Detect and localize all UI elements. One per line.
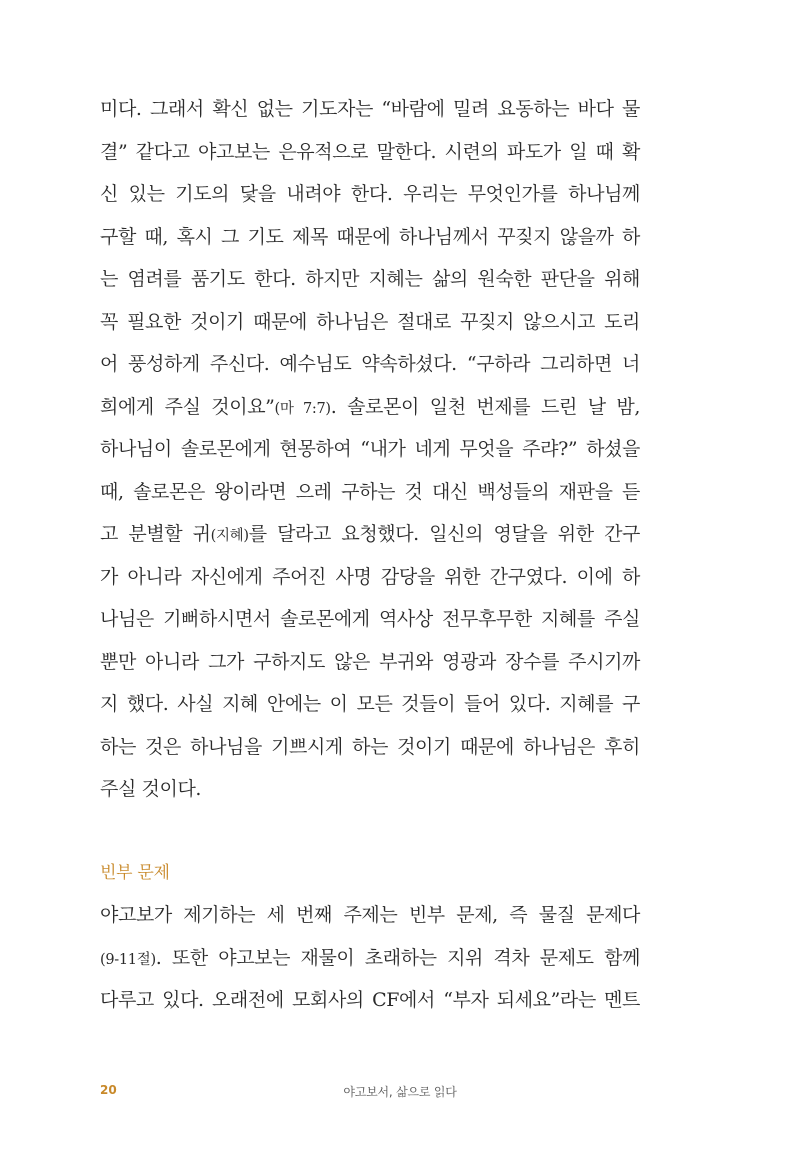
- text-line: 는 염려를 품기도 한다. 하지만 지혜는 삶의 원숙한 판단을 위해: [100, 268, 640, 290]
- inline-note: (지혜): [210, 528, 249, 544]
- text-line: 지 했다. 사실 지혜 안에는 이 모든 것들이 들어 있다. 지혜를 구: [100, 693, 640, 715]
- text-line: 뿐만 아니라 그가 구하지도 않은 부귀와 영광과 장수를 주시기까: [100, 650, 640, 673]
- text-line: 야고보가 제기하는 세 번째 주제는 빈부 문제, 즉 물질 문제다: [100, 904, 640, 926]
- text-line: 신 있는 기도의 닻을 내려야 한다. 우리는 무엇인가를 하나님께: [100, 183, 640, 205]
- body-paragraph-2: [100, 894, 640, 1022]
- text-line: 나님은 기뻐하시면서 솔로몬에게 역사상 전무후무한 지혜를 주실: [100, 608, 640, 630]
- text-line: 다루고 있다. 오래전에 모회사의 CF에서 “부자 되세요”라는 멘트: [100, 989, 640, 1011]
- text-line: 구할 때, 혹시 그 기도 제목 때문에 하나님께서 꾸짖지 않을까 하: [100, 225, 640, 248]
- text-line: (9-11절). 또한 야고보는 재물이 초래하는 지위 격차 문제도 함께: [100, 946, 640, 969]
- running-title: 야고보서, 삶으로 읽다: [343, 1085, 457, 1099]
- text-line: 고 분별할 귀(지혜)를 달라고 요청했다. 일신의 영달을 위한 간구: [100, 523, 640, 545]
- body-paragraph-1: [100, 88, 640, 811]
- section-heading: 빈부 문제: [100, 863, 170, 883]
- text-line: 결” 같다고 야고보는 은유적으로 말한다. 시련의 파도가 일 때 확: [100, 140, 640, 163]
- text-line: 어 풍성하게 주신다. 예수님도 약속하셨다. “구하라 그리하면 너: [100, 353, 640, 375]
- text-line: 주실 것이다.: [100, 778, 202, 800]
- text-line: 희에게 주실 것이요”(마 7:7). 솔로몬이 일천 번제를 드린 날 밤,: [100, 395, 640, 418]
- text-line: 가 아니라 자신에게 주어진 사명 감당을 위한 간구였다. 이에 하: [100, 565, 640, 588]
- page-footer: [0, 1083, 800, 1103]
- text-line: 하나님이 솔로몬에게 현몽하여 “내가 네게 무엇을 주랴?” 하셨을: [100, 438, 640, 460]
- scripture-reference: (마 7:7): [274, 400, 331, 417]
- text-line: 때, 솔로몬은 왕이라면 으레 구하는 것 대신 백성들의 재판을 듣: [100, 480, 640, 503]
- text-line: 꼭 필요한 것이기 때문에 하나님은 절대로 꾸짖지 않으시고 도리: [100, 310, 640, 333]
- page-number: 20: [100, 1083, 117, 1097]
- text-line: 하는 것은 하나님을 기쁘시게 하는 것이기 때문에 하나님은 후히: [100, 735, 640, 758]
- text-line: 미다. 그래서 확신 없는 기도자는 “바람에 밀려 요동하는 바다 물: [100, 98, 640, 120]
- scripture-reference: (9-11절): [100, 951, 156, 968]
